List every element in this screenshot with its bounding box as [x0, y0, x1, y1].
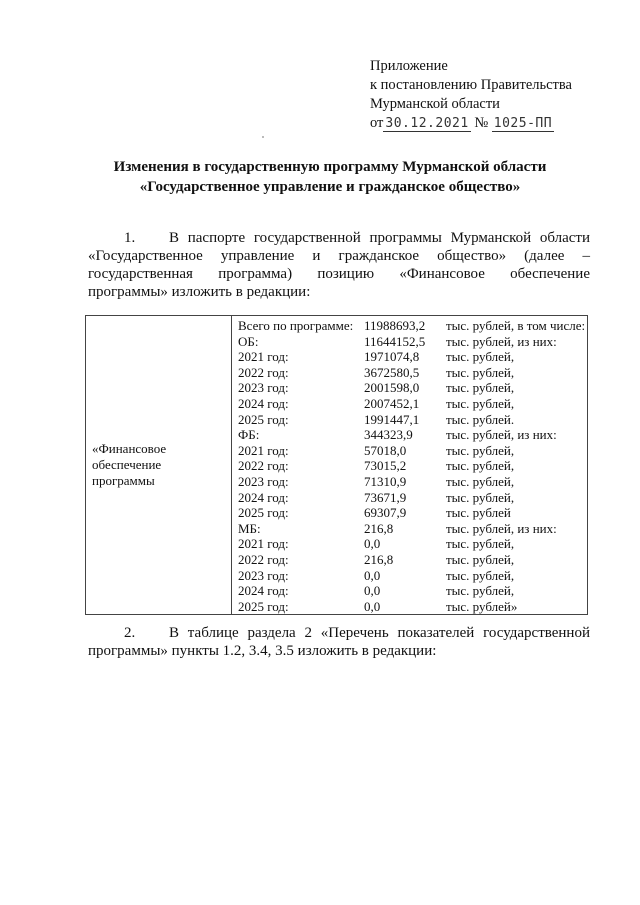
financing-label-line-3: программы — [92, 473, 155, 489]
financing-item-value: 1971074,8 — [364, 349, 420, 365]
financing-item-value: 0,0 — [364, 536, 381, 552]
financing-item-unit: тыс. рублей — [446, 505, 511, 521]
financing-item-name: 2021 год: — [238, 349, 289, 365]
financing-value-row — [238, 568, 587, 584]
financing-item-value: 71310,9 — [364, 473, 407, 489]
financing-item-unit: тыс. рублей, — [446, 551, 515, 567]
financing-value-row — [238, 490, 587, 506]
financing-item-unit: тыс. рублей» — [446, 598, 518, 614]
financing-value-row — [238, 334, 587, 350]
financing-item-name: 2021 год: — [238, 536, 289, 552]
financing-item-value: 0,0 — [364, 567, 381, 583]
financing-item-value: 2007452,1 — [364, 395, 420, 411]
decree-date: 30.12.2021 — [385, 116, 469, 131]
item-1-line-1: 1. В паспорте государственной программы Мурманской области — [124, 230, 590, 246]
financing-value-row — [238, 412, 587, 428]
financing-item-value: 216,8 — [364, 551, 394, 567]
financing-label-cell — [86, 316, 232, 615]
date-prefix: от — [370, 115, 384, 131]
scan-dot — [262, 136, 264, 138]
financing-item-name: 2023 год: — [238, 473, 289, 489]
financing-item-unit: тыс. рублей, — [446, 395, 515, 411]
financing-value-row — [238, 427, 587, 443]
financing-item-value: 69307,9 — [364, 505, 407, 521]
financing-item-unit: тыс. рублей, — [446, 349, 515, 365]
financing-item-value: 0,0 — [364, 583, 381, 599]
financing-item-name: 2022 год: — [238, 364, 289, 380]
financing-label-line-1: «Финансовое — [92, 441, 167, 457]
financing-item-unit: тыс. рублей, — [446, 442, 515, 458]
item-2-line-1: 2. В таблице раздела 2 «Перечень показателей государственной — [124, 625, 590, 641]
document-title — [60, 157, 600, 197]
financing-item-name: МБ: — [238, 520, 261, 536]
financing-value-row — [238, 474, 587, 490]
financing-value-row — [238, 365, 587, 381]
financing-value-row — [238, 599, 587, 615]
annex-title: Приложение — [370, 58, 448, 74]
financing-item-unit: тыс. рублей, — [446, 583, 515, 599]
financing-item-value: 73015,2 — [364, 458, 407, 474]
financing-item-unit: тыс. рублей, — [446, 536, 515, 552]
financing-value-row — [238, 583, 587, 599]
annex-reference: к постановлению Правительства — [370, 77, 572, 93]
financing-item-name: ОБ: — [238, 333, 259, 349]
financing-item-unit: тыс. рублей, — [446, 489, 515, 505]
financing-value-row — [238, 349, 587, 365]
item-2 — [88, 624, 590, 660]
financing-item-value: 1991447,1 — [364, 411, 420, 427]
financing-item-value: 73671,9 — [364, 489, 407, 505]
financing-item-value: 3672580,5 — [364, 364, 420, 380]
title-line-2: «Государственное управление и гражданское общество» — [139, 179, 521, 195]
financing-item-unit: тыс. рублей, — [446, 458, 515, 474]
financing-item-value: 11988693,2 — [364, 318, 426, 333]
financing-item-name: 2023 год: — [238, 567, 289, 583]
item-1-line-4: программы» изложить в редакции: — [88, 284, 311, 300]
item-1-line-3: государственная программа) позицию «Финансовое обеспечение — [88, 266, 590, 282]
financing-item-unit: тыс. рублей, из них: — [446, 333, 557, 349]
financing-value-row — [238, 505, 587, 521]
financing-item-unit: тыс. рублей, — [446, 567, 515, 583]
financing-item-value: 216,8 — [364, 520, 394, 536]
financing-value-row — [238, 536, 587, 552]
annex-date-number — [370, 114, 572, 133]
number-prefix: № — [474, 115, 489, 131]
financing-item-unit: тыс. рублей, — [446, 473, 515, 489]
financing-item-value: 344323,9 — [364, 427, 413, 443]
financing-item-name: 2022 год: — [238, 551, 289, 567]
financing-row — [86, 316, 588, 615]
item-1-number: 1. — [124, 230, 136, 246]
financing-item-value: 57018,0 — [364, 442, 407, 458]
item-1 — [88, 229, 590, 301]
financing-item-unit: тыс. рублей, в том числе: — [446, 318, 586, 333]
financing-item-name: 2022 год: — [238, 458, 289, 474]
item-1-line-2: «Государственное управление и гражданское общество» (далее – — [88, 248, 590, 264]
financing-value-row — [238, 396, 587, 412]
financing-item-unit: тыс. рублей, из них: — [446, 427, 557, 443]
financing-item-name: 2025 год: — [238, 411, 289, 427]
financing-item-unit: тыс. рублей, — [446, 364, 515, 380]
financing-item-name: 2023 год: — [238, 380, 289, 396]
financing-value-row — [238, 443, 587, 459]
decree-number: 1025-ПП — [493, 116, 553, 131]
financing-item-name: 2024 год: — [238, 395, 289, 411]
financing-table — [85, 315, 588, 615]
financing-item-name: 2024 год: — [238, 583, 289, 599]
financing-value-row — [238, 458, 587, 474]
financing-item-name: 2025 год: — [238, 505, 289, 521]
financing-item-unit: тыс. рублей, из них: — [446, 520, 557, 536]
item-2-number: 2. — [124, 625, 136, 641]
financing-label-line-2: обеспечение — [92, 457, 162, 473]
financing-item-name: 2021 год: — [238, 442, 289, 458]
financing-value-row — [238, 521, 587, 537]
financing-value-row — [238, 552, 587, 568]
financing-value-row — [238, 380, 587, 396]
annex-region: Мурманской области — [370, 96, 500, 112]
financing-item-name: Всего по программе: — [238, 318, 354, 333]
title-line-1: Изменения в государственную программу Мурманской области — [113, 159, 547, 175]
financing-item-value: 2001598,0 — [364, 380, 420, 396]
financing-item-unit: тыс. рублей. — [446, 411, 515, 427]
financing-item-name: 2024 год: — [238, 489, 289, 505]
financing-item-unit: тыс. рублей, — [446, 380, 515, 396]
financing-value-row — [238, 318, 587, 334]
financing-item-value: 0,0 — [364, 598, 381, 614]
financing-item-name: ФБ: — [238, 427, 260, 443]
financing-values-cell — [232, 316, 588, 615]
financing-item-value: 11644152,5 — [364, 333, 426, 349]
financing-item-name: 2025 год: — [238, 598, 289, 614]
item-2-line-2: программы» пункты 1.2, 3.4, 3.5 изложить в редакции: — [88, 643, 437, 659]
annex-header — [370, 57, 572, 133]
